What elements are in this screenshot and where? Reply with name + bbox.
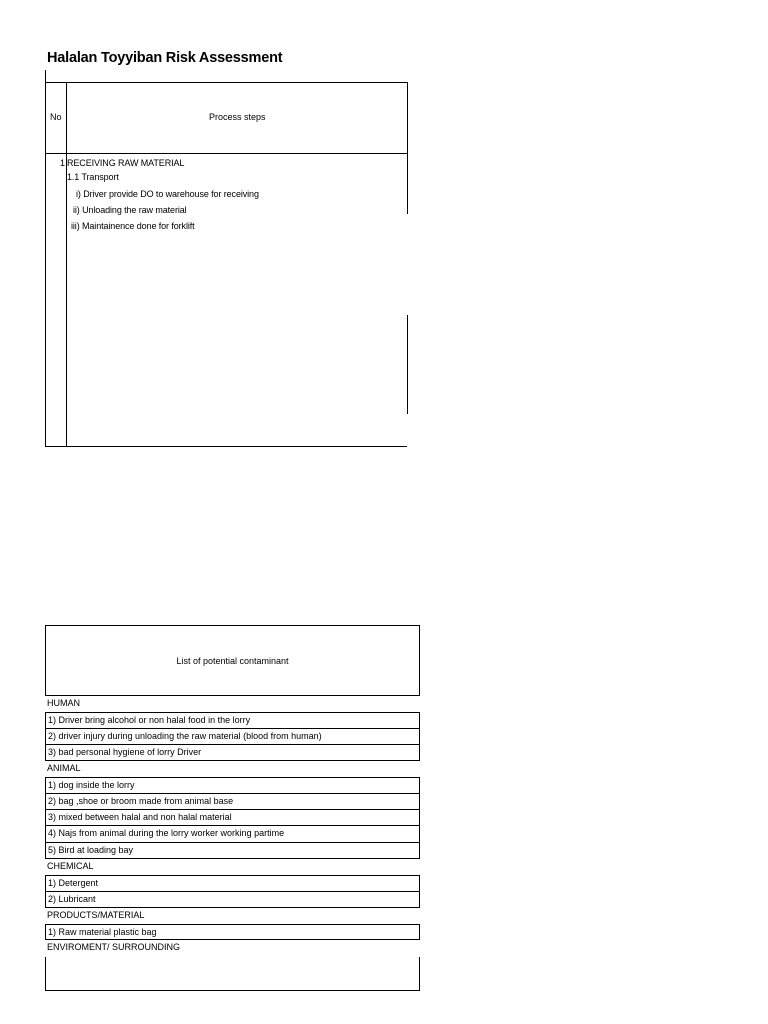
contaminant-category: CHEMICAL [47, 860, 94, 871]
contaminant-table-header [45, 625, 420, 696]
process-step: ii) Unloading the raw material [73, 205, 187, 215]
contaminant-item: 2) driver injury during unloading the raw material (blood from human) [45, 729, 420, 745]
column-divider [66, 82, 67, 447]
contaminant-item: 1) dog inside the lorry [45, 777, 420, 793]
process-step: iii) Maintainence done for forklift [71, 221, 195, 231]
row-number: 1 [60, 158, 65, 168]
contaminant-item: 1) Detergent [45, 875, 420, 891]
contaminant-category: PRODUCTS/MATERIAL [47, 909, 145, 920]
contaminant-item: 2) Lubricant [45, 892, 420, 908]
contaminant-item: 5) Bird at loading bay [45, 843, 420, 859]
contaminant-item: 4) Najs from animal during the lorry worker working partime [45, 826, 420, 842]
contaminant-item: 3) bad personal hygiene of lorry Driver [45, 745, 420, 761]
contaminant-category: ENVIROMENT/ SURROUNDING [47, 942, 181, 953]
table-border-bottom [45, 446, 407, 447]
table-border-top [45, 82, 407, 83]
column-header-no: No [50, 112, 62, 122]
column-header-process: Process steps [209, 112, 266, 122]
header-divider [45, 153, 407, 154]
process-step: RECEIVING RAW MATERIAL [67, 158, 185, 168]
contaminant-table-empty-cell [45, 957, 420, 991]
table-border-left [45, 70, 46, 447]
table-border-right-lower [407, 315, 408, 414]
contaminant-rows [45, 696, 420, 957]
contaminant-category: ANIMAL [47, 763, 81, 774]
contaminant-table [45, 625, 420, 991]
contaminant-category: HUMAN [47, 698, 80, 708]
contaminant-item: 1) Raw material plastic bag [45, 924, 420, 940]
document-title: Halalan Toyyiban Risk Assessment [47, 50, 283, 66]
table-border-right [407, 82, 408, 214]
contaminant-header-label: List of potential contaminant [176, 655, 289, 666]
process-step: i) Driver provide DO to warehouse for receiving [76, 189, 259, 199]
contaminant-item: 2) bag ,shoe or broom made from animal base [45, 794, 420, 810]
contaminant-item: 3) mixed between halal and non halal material [45, 810, 420, 826]
process-step: 1.1 Transport [67, 172, 119, 182]
contaminant-item: 1) Driver bring alcohol or non halal food in the lorry [45, 712, 420, 728]
